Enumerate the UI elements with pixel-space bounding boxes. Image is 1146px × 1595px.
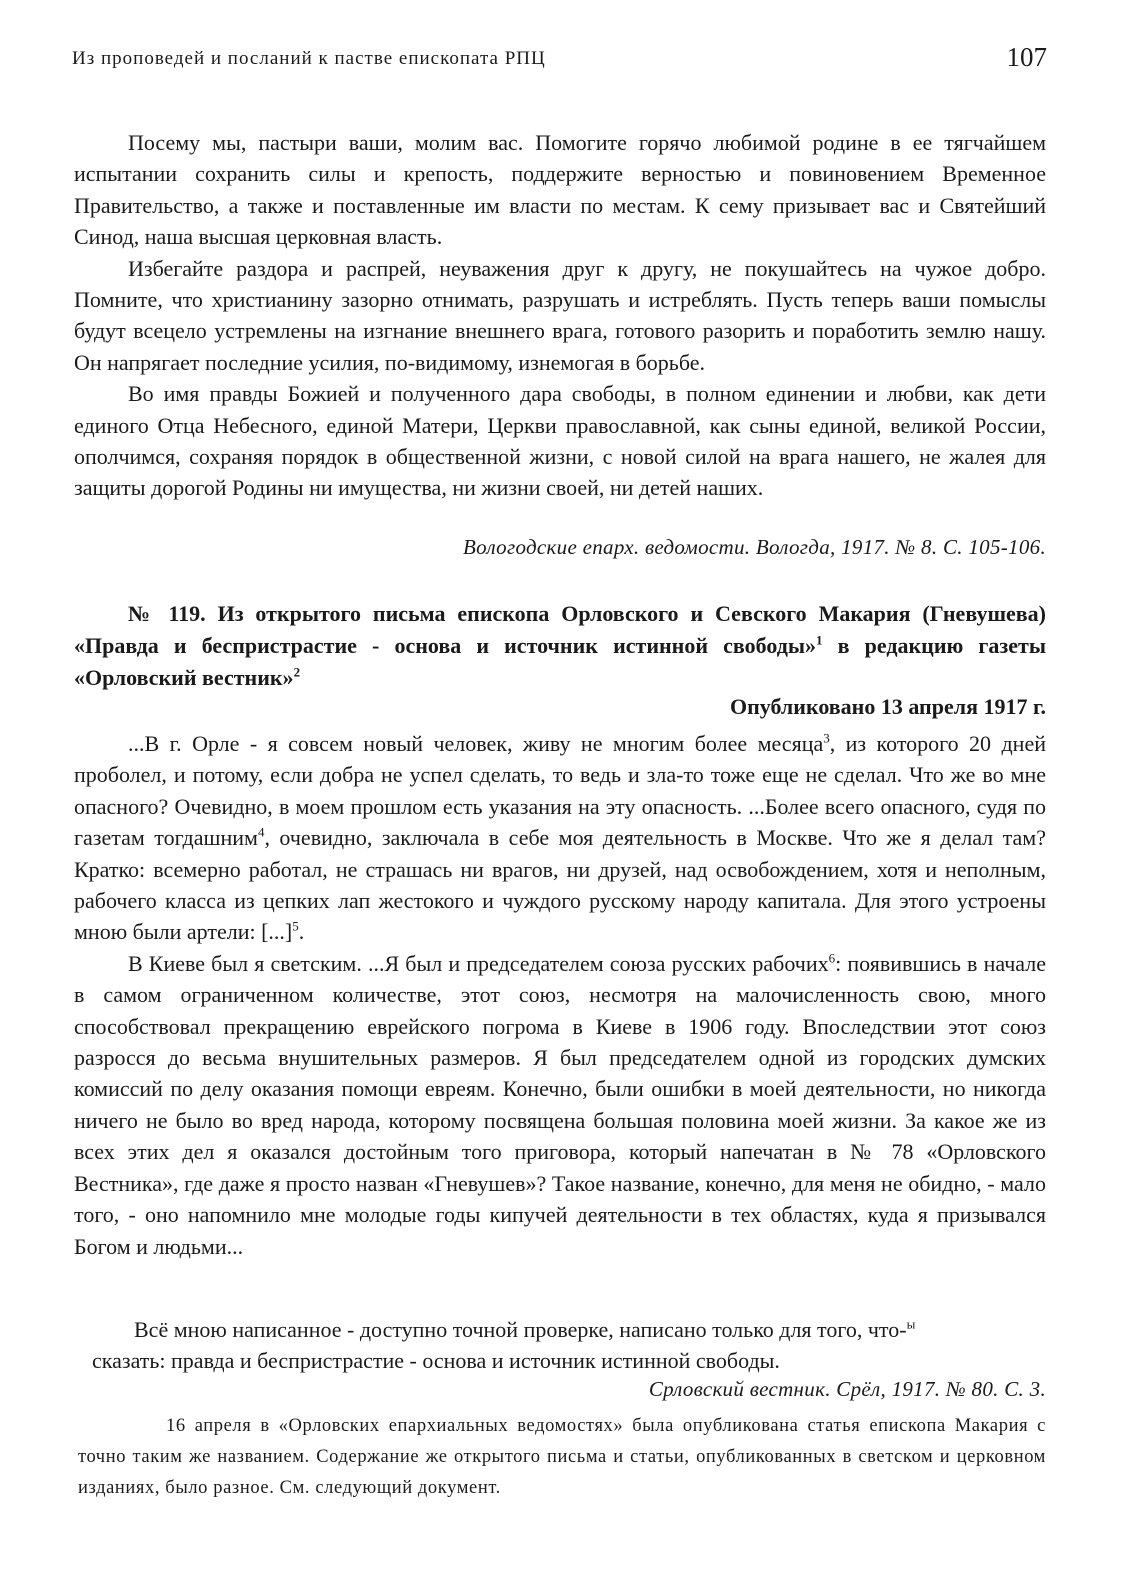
superscript: ы <box>906 1316 916 1332</box>
footnote-marker: 2 <box>293 664 301 680</box>
footnote-marker: 4 <box>257 824 265 840</box>
paragraph <box>74 948 1046 1262</box>
page-number: 107 <box>1006 42 1047 72</box>
closing-line <box>134 1314 1046 1345</box>
text-run: ...В г. Орле - я совсем новый человек, живу не многим более месяца <box>128 731 824 756</box>
text-run: , из которого 20 дней проболел, и потому, если добра не успел сделать, то ведь и зла-то тоже еще не сделал. Что же во мне опасного? Очевидно, в моем прошлом есть указания на эту опасность. ...Более всего опасного, судя по газетам тогдашним <box>74 731 1046 851</box>
source-citation: Вологодские епарх. ведомости. Вологда, 1917. № 8. С. 105-106. <box>463 535 1046 559</box>
footnote-marker: 6 <box>828 950 836 966</box>
heading-text: в редакцию газеты «Орловский вестник» <box>74 633 1046 690</box>
running-title: Из проповедей и посланий к пастве епископата РПЦ <box>72 48 546 69</box>
footnote-marker: 1 <box>816 632 823 648</box>
publication-date: Опубликовано 13 апреля 1917 г. <box>729 694 1046 719</box>
letter-text <box>74 728 1046 1262</box>
paragraph: Избегайте раздора и распрей, неуважения друг к другу, не покушайтесь на чужое добро. Помните, что христианину зазорно отнимать, разрушать и истреблять. Пусть теперь ваши помыслы будут всецело устремлены на изгнание внешнего врага, готового разорить и поработить землю нашу. Он напрягает последние усилия, по-видимому, изнемогая в борьбе. <box>74 255 1046 375</box>
text-run: В Киеве был я светским. ...Я был и председателем союза русских рабочих <box>128 950 829 976</box>
footnote-marker: 3 <box>823 730 830 746</box>
closing-line: сказать: правда и беспристрастие - основа и источник истинной свободы. <box>92 1348 780 1374</box>
paragraph <box>74 728 1046 948</box>
text-run: , очевидно, заключала в себе моя деятельность в Москве. Что же я делал там? Кратко: всемерно работал, не страшась ни врагов, ни друзей, над освобождением, хотя и неполным, рабочего класса из цепких лап жестокого и чуждого русскому народу капитала. Для этого устроены мною были артели: [...] <box>74 825 1046 945</box>
heading-text: № 119. Из открытого письма епископа Орловского и Севского Макария (Гневушева) «Правда и беспристрастие - основа и источник истинной свободы» <box>74 601 1046 658</box>
paragraph: Во имя правды Божией и полученного дара свободы, в полном единении и любви, как дети единого Отца Небесного, единой Матери, Церкви православной, как сыны единой, великой России, ополчимся, сохраняя порядок в общественной жизни, с новой силой на врага нашего, не жалея для защиты дорогой Родины ни имущества, ни жизни своей, ни детей наших. <box>74 381 1046 501</box>
text-run: : появившись в начале в самом ограниченном количестве, этот союз, несмотря на малочисленность свою, много способствовал прекращению еврейского погрома в Киеве в 1906 году. Впоследствии этот союз разросся до весьма внушительных размеров. Я был председателем одной из городских думских комиссий по делу оказания помощи евреям. Конечно, были ошибки в моей деятельности, но никогда ничего не было во вред народа, которому посвящена большая половина моей жизни. За какое же из всех этих дел я оказался достойным того приговора, который напечатан в № 78 «Орловского Вестника», где даже я просто назван «Гневушев»? Такое название, конечно, для меня не обидно, - мало того, - оно напомнило мне молодые годы кипучей деятельности в тех областях, куда я призывался Богом и людьми... <box>74 950 1046 1259</box>
sermon-continuation <box>74 127 1046 504</box>
footnote: 16 апреля в «Орловских епархиальных ведомостях» была опубликована статья епископа Макария с точно таким же названием. Содержание же открытого письма и статьи, опубликованных в светском и церковном изданиях, было разное. См. следующий документ. <box>78 1416 1046 1498</box>
closing-statement <box>76 1314 1046 1377</box>
source-citation: Срловский вестник. Срёл, 1917. № 80. С. 3. <box>648 1377 1046 1401</box>
text-run: Всё мною написанное - доступно точной проверке, написано только для того, что- <box>134 1317 907 1342</box>
paragraph: Посему мы, пастыри ваши, молим вас. Помогите горячо любимой родине в ее тягчайшем испытании сохранить силы и крепость, поддержите верностью и повиновением Временное Правительство, а также и поставленные им власти по местам. К сему призывает вас и Святейший Синод, наша высшая церковная власть. <box>74 130 1046 250</box>
footnote-marker: 5 <box>292 919 299 935</box>
text-run: . <box>298 919 305 945</box>
running-header <box>72 44 1047 74</box>
document-heading <box>74 598 1046 694</box>
